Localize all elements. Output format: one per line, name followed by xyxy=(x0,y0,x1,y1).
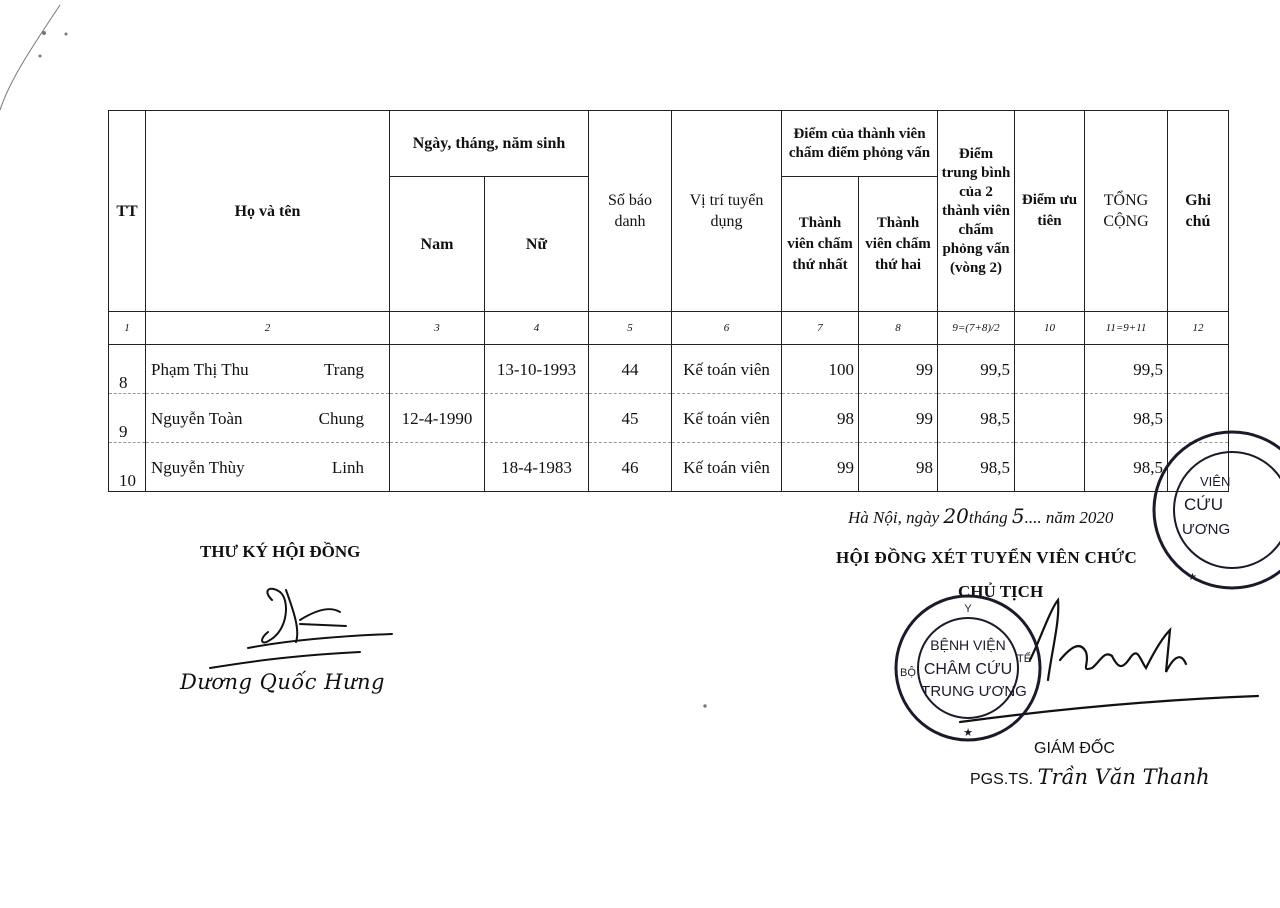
partial-stamp xyxy=(1154,432,1280,588)
row-tt: 9 xyxy=(109,394,146,443)
row-dob-female: 18-4-1983 xyxy=(485,443,589,492)
row-first-name: Nguyễn Toàn xyxy=(151,408,243,428)
column-number: 9=(7+8)/2 xyxy=(938,312,1015,345)
header-note: Ghi chú xyxy=(1168,111,1229,312)
partial-stamp-text: CỨU xyxy=(1184,495,1224,514)
director-prefix: PGS.TS. xyxy=(970,771,1034,788)
column-number: 5 xyxy=(589,312,672,345)
date-month-word: tháng xyxy=(968,508,1008,527)
column-number: 7 xyxy=(782,312,859,345)
council-title: HỘI ĐỒNG XÉT TUYỂN VIÊN CHỨC xyxy=(836,548,1138,567)
row-member1-score: 98 xyxy=(782,394,859,443)
row-last-name: Trang xyxy=(324,359,364,379)
row-member2-score: 98 xyxy=(859,443,938,492)
row-position: Kế toán viên xyxy=(672,345,782,394)
director-name: Trần Văn Thanh xyxy=(1037,765,1210,789)
row-total: 98,5 xyxy=(1085,443,1168,492)
stamp-line-2: CHÂM CỨU xyxy=(923,661,1013,678)
column-number: 8 xyxy=(859,312,938,345)
stamp-edge-right: TẾ xyxy=(1016,653,1032,665)
secretary-title: THƯ KÝ HỘI ĐỒNG xyxy=(200,542,361,561)
row-total: 98,5 xyxy=(1085,394,1168,443)
column-number: 4 xyxy=(485,312,589,345)
header-member2: Thành viên chấm thứ hai xyxy=(859,177,938,312)
scan-marks xyxy=(0,5,706,707)
row-average: 98,5 xyxy=(938,394,1015,443)
star-icon: ★ xyxy=(963,727,973,739)
column-number: 12 xyxy=(1168,312,1229,345)
row-position: Kế toán viên xyxy=(672,443,782,492)
column-number: 10 xyxy=(1015,312,1085,345)
row-position: Kế toán viên xyxy=(672,394,782,443)
row-first-name: Phạm Thị Thu xyxy=(151,359,249,379)
stamp-line-1: BỆNH VIỆN xyxy=(930,637,1006,653)
secretary-signature xyxy=(210,589,392,668)
row-total: 99,5 xyxy=(1085,345,1168,394)
row-dob-male: 12-4-1990 xyxy=(390,394,485,443)
column-number: 2 xyxy=(146,312,390,345)
row-last-name: Chung xyxy=(318,408,364,428)
header-average: Điểm trung bình của 2 thành viên chấm phỏng vấn (vòng 2) xyxy=(938,111,1015,312)
row-tt: 10 xyxy=(109,443,146,492)
partial-stamp-text: ƯƠNG xyxy=(1182,521,1231,538)
column-number: 6 xyxy=(672,312,782,345)
header-position: Vị trí tuyển dụng xyxy=(672,111,782,312)
header-dob: Ngày, tháng, năm sinh xyxy=(390,111,589,177)
star-icon: ★ xyxy=(1188,572,1197,583)
header-total: TỔNG CỘNG xyxy=(1085,111,1168,312)
row-average: 98,5 xyxy=(938,443,1015,492)
row-first-name: Nguyễn Thùy xyxy=(151,457,245,477)
row-member2-score: 99 xyxy=(859,394,938,443)
hospital-stamp xyxy=(896,596,1040,740)
date-prefix: Hà Nội, ngày xyxy=(848,508,940,527)
column-number: 3 xyxy=(390,312,485,345)
stamp-line-3: TRUNG ƯƠNG xyxy=(921,683,1027,700)
header-sbd: Số báo danh xyxy=(589,111,672,312)
secretary-name: Dương Quốc Hưng xyxy=(180,670,385,694)
header-male: Nam xyxy=(390,177,485,312)
row-last-name: Linh xyxy=(331,457,364,477)
row-member1-score: 99 xyxy=(782,443,859,492)
stamp-edge-top: Y xyxy=(964,603,972,615)
row-sbd: 45 xyxy=(589,394,672,443)
date-day: 20 xyxy=(943,504,969,528)
row-member1-score: 100 xyxy=(782,345,859,394)
director-title: GIÁM ĐỐC xyxy=(1034,740,1115,757)
row-sbd: 46 xyxy=(589,443,672,492)
row-dob-female: 13-10-1993 xyxy=(485,345,589,394)
header-member1: Thành viên chấm thứ nhất xyxy=(782,177,859,312)
stamp-edge-left: BỘ xyxy=(900,667,916,679)
row-sbd: 44 xyxy=(589,345,672,394)
row-average: 99,5 xyxy=(938,345,1015,394)
header-members-group: Điểm của thành viên chấm điểm phỏng vấn xyxy=(782,111,938,177)
header-name: Họ và tên xyxy=(146,111,390,312)
column-number: 1 xyxy=(109,312,146,345)
header-priority: Điểm ưu tiên xyxy=(1015,111,1085,312)
column-number: 11=9+11 xyxy=(1085,312,1168,345)
row-member2-score: 99 xyxy=(859,345,938,394)
header-tt: TT xyxy=(109,111,146,312)
date-year: .... năm 2020 xyxy=(1024,508,1114,527)
row-tt: 8 xyxy=(109,345,146,394)
header-female: Nữ xyxy=(485,177,589,312)
chair-title: CHỦ TỊCH xyxy=(958,582,1044,601)
date-month: 5 xyxy=(1011,504,1025,528)
partial-stamp-text: VIÊN xyxy=(1200,474,1231,489)
